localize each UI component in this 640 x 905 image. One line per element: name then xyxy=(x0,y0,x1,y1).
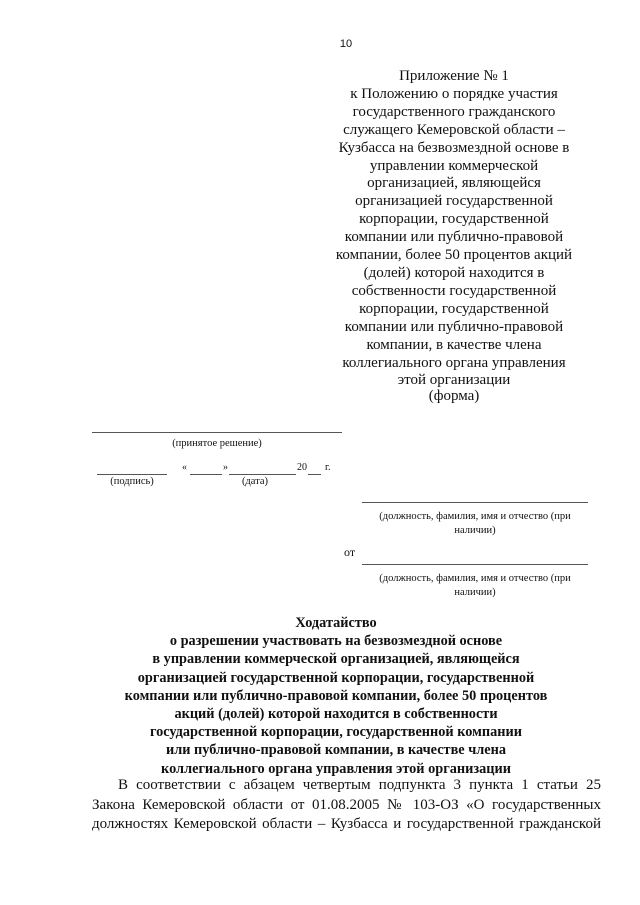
to-line[interactable] xyxy=(362,502,588,503)
petition-title xyxy=(108,614,564,778)
title-line: государственной корпорации, государственной компании xyxy=(149,724,523,741)
appendix-line: организацией, являющейся xyxy=(367,175,541,192)
appendix-line: Кузбасса на безвозмездной основе в xyxy=(338,139,570,156)
appendix-line: корпорации, государственной xyxy=(359,211,549,228)
appendix-header xyxy=(300,68,608,390)
appendix-line: компании или публично-правовой xyxy=(344,318,564,335)
title-line: в управлении коммерческой организацией, являющейся xyxy=(152,651,520,668)
appendix-line: (долей) которой находится в xyxy=(363,264,545,281)
body-line: должностях Кемеровской области – Кузбасса и государственной гражданской xyxy=(92,816,601,832)
year-prefix: 20 xyxy=(297,462,307,473)
appendix-line: собственности государственной xyxy=(351,282,557,299)
page-number: 10 xyxy=(339,38,353,50)
appendix-line: компании, в качестве члена xyxy=(366,336,542,353)
from-line[interactable] xyxy=(362,564,588,565)
appendix-line: этой организации xyxy=(397,372,511,389)
signature-caption: (подпись) xyxy=(110,476,154,487)
title-line: коллегиального органа управления этой организации xyxy=(161,760,511,777)
appendix-line: коллегиального органа управления xyxy=(342,354,566,371)
body-paragraph xyxy=(92,776,601,835)
title-line: компании или публично-правовой компании, более 50 процентов xyxy=(124,687,548,704)
title-line: Ходатайство xyxy=(295,615,377,631)
appendix-line: организацией государственной xyxy=(355,193,553,210)
title-line: или публично-правовой компании, в качестве члена xyxy=(165,742,507,759)
appendix-line: Приложение № 1 xyxy=(399,68,509,84)
year-line[interactable] xyxy=(308,474,321,475)
to-caption: (должность, фамилия, имя и отчество (при наличии) xyxy=(379,511,571,536)
appendix-line: компании или публично-правовой xyxy=(344,229,564,246)
appendix-line: корпорации, государственной xyxy=(359,300,549,317)
date-open-quote: « xyxy=(182,462,187,473)
appendix-line: к Положению о порядке участия xyxy=(350,85,558,102)
body-line: Закона Кемеровской области от 01.08.2005 № 103-ОЗ «О государственных xyxy=(92,796,601,813)
title-line: акций (долей) которой находится в собственности xyxy=(174,706,498,723)
decision-caption: (принятое решение) xyxy=(172,438,262,449)
body-line: В соответствии с абзацем четвертым подпункта 3 пункта 1 статьи 25 xyxy=(118,777,601,793)
appendix-line: государственного гражданского xyxy=(352,103,556,120)
appendix-line: компании, более 50 процентов акций xyxy=(335,247,573,264)
decision-line[interactable] xyxy=(92,432,342,433)
date-caption: (дата) xyxy=(241,476,269,487)
date-close-quote: » xyxy=(223,462,228,473)
title-line: организацией государственной корпорации, государственной xyxy=(137,669,535,686)
title-line: о разрешении участвовать на безвозмездной основе xyxy=(169,633,503,650)
from-caption: (должность, фамилия, имя и отчество (при наличии) xyxy=(379,573,571,598)
form-label: (форма) xyxy=(428,388,480,404)
from-label: от xyxy=(344,545,356,559)
year-suffix: г. xyxy=(325,462,331,473)
appendix-line: служащего Кемеровской области – xyxy=(343,121,565,138)
appendix-line: управлении коммерческой xyxy=(369,157,539,174)
